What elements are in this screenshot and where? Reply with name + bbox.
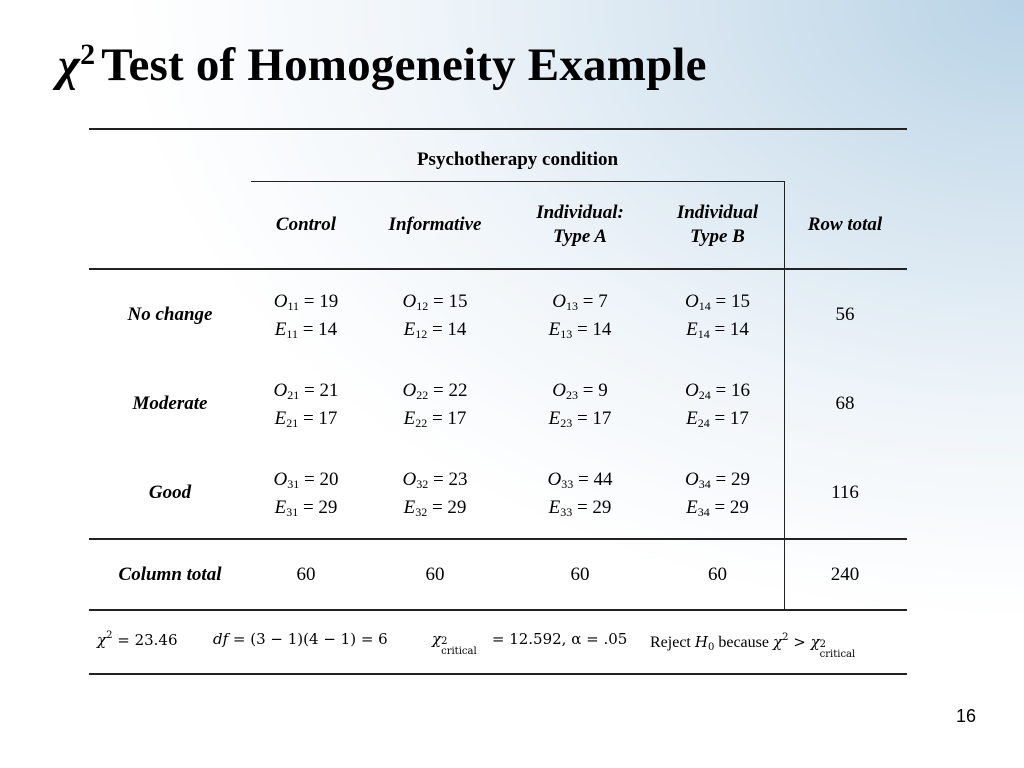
col-header-control: Control xyxy=(275,214,337,235)
column-total-individual-a: 60 xyxy=(570,564,590,585)
observed-value: $O_{13} = 7$ xyxy=(552,291,608,313)
table-bottom-rule xyxy=(89,673,907,675)
observed-value: $O_{21} = 21$ xyxy=(273,380,339,402)
expected-value: $E_{34} = 29$ xyxy=(686,497,749,519)
table-cell xyxy=(515,468,645,524)
title-superscript: 2 xyxy=(80,38,96,71)
stat-reject: Reject $H_0$ because $\chi^2 > \chi$ 2 critical xyxy=(650,632,856,660)
title-chi-symbol: χ xyxy=(58,39,81,91)
table-cell xyxy=(251,468,361,524)
stat-df: df = (3 − 1)(4 − 1) = 6 xyxy=(213,630,388,648)
column-total-label: Column total xyxy=(118,564,222,585)
expected-value: $E_{24} = 17$ xyxy=(686,408,749,430)
expected-value: $E_{12} = 14$ xyxy=(403,319,467,341)
table-cell xyxy=(515,290,645,346)
table-cell xyxy=(365,468,505,524)
col-header-individual-b: Individual Type B xyxy=(676,202,759,247)
row-label-good: Good xyxy=(148,482,192,503)
slide-title xyxy=(58,38,707,92)
stat-critical: χ 2 critical = 12.592, α = .05 xyxy=(432,630,628,657)
expected-value: $E_{31} = 29$ xyxy=(274,497,338,519)
totals-bottom-rule xyxy=(89,609,907,611)
expected-value: $E_{13} = 14$ xyxy=(548,319,612,341)
expected-value: $E_{21} = 17$ xyxy=(274,408,338,430)
observed-value: $O_{12} = 15$ xyxy=(402,291,468,313)
title-text: Test of Homogeneity Example xyxy=(101,39,707,91)
expected-value: $E_{14} = 14$ xyxy=(686,319,749,341)
table-cell xyxy=(251,290,361,346)
row-total-good: 116 xyxy=(831,482,859,503)
col-header-informative: Informative xyxy=(388,214,482,235)
table-cell xyxy=(655,468,780,524)
observed-value: $O_{11} = 19$ xyxy=(273,291,339,313)
group-header-rule xyxy=(251,181,784,182)
row-label-no-change: No change xyxy=(127,304,213,325)
observed-value: $O_{23} = 9$ xyxy=(552,380,608,402)
expected-value: $E_{32} = 29$ xyxy=(403,497,467,519)
table-cell xyxy=(515,379,645,435)
expected-value: $E_{23} = 17$ xyxy=(548,408,612,430)
observed-value: $O_{34} = 29$ xyxy=(685,469,750,491)
observed-value: $O_{22} = 22$ xyxy=(402,380,468,402)
row-total-moderate: 68 xyxy=(835,393,855,414)
observed-value: $O_{33} = 44$ xyxy=(547,469,613,491)
column-total-individual-b: 60 xyxy=(708,564,727,585)
expected-value: $E_{22} = 17$ xyxy=(403,408,467,430)
observed-value: $O_{24} = 16$ xyxy=(685,380,750,402)
observed-value: $O_{31} = 20$ xyxy=(273,469,339,491)
table-top-rule xyxy=(89,128,907,130)
col-header-individual-a: Individual: Type A xyxy=(536,202,624,247)
row-total-no-change: 56 xyxy=(835,304,855,325)
column-total-control: 60 xyxy=(296,564,316,585)
table-cell xyxy=(365,290,505,346)
stat-chi-square: $\chi^2 = 23.46$ xyxy=(97,630,178,649)
group-header: Psychotherapy condition xyxy=(416,149,619,170)
col-header-row-total: Row total xyxy=(807,214,883,235)
slide-number: 16 xyxy=(955,706,976,726)
grand-total: 240 xyxy=(830,564,860,585)
table-cell xyxy=(365,379,505,435)
row-label-moderate: Moderate xyxy=(132,393,208,414)
table-cell xyxy=(655,290,780,346)
observed-value: $O_{14} = 15$ xyxy=(685,291,750,313)
expected-value: $E_{11} = 14$ xyxy=(274,319,338,341)
table-cell xyxy=(655,379,780,435)
expected-value: $E_{33} = 29$ xyxy=(548,497,612,519)
row-total-divider xyxy=(784,181,785,609)
observed-value: $O_{32} = 23$ xyxy=(402,469,468,491)
column-total-informative: 60 xyxy=(425,564,445,585)
table-cell xyxy=(251,379,361,435)
